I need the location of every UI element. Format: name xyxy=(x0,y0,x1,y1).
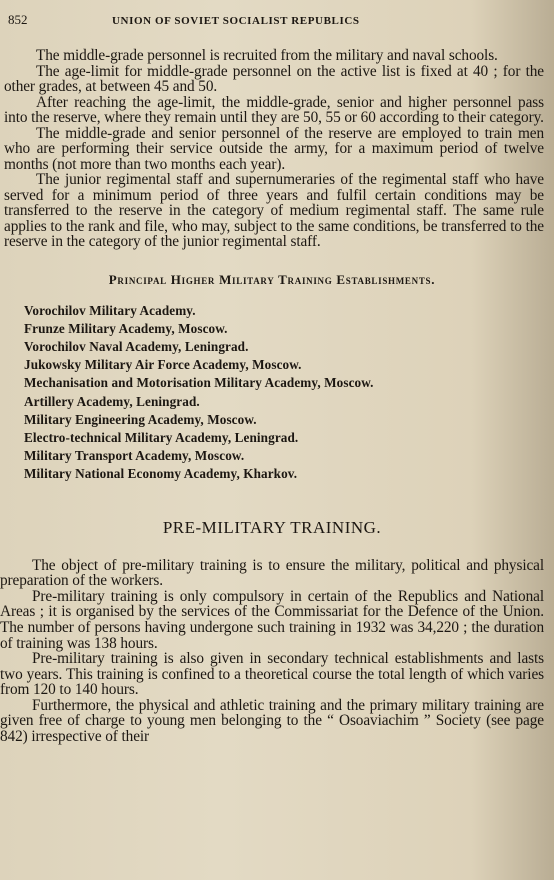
paragraph: After reaching the age-limit, the middle-grade, senior and higher personnel pass into the reserve, where they remain until they are 50, 55 or 60 according to their category. xyxy=(4,93,544,126)
academies-list xyxy=(0,302,544,484)
establishments-heading: Principal Higher Military Training Establishments. xyxy=(108,271,436,287)
list-item: Vorochilov Naval Academy, Leningrad. xyxy=(24,338,249,354)
list-item: Vorochilov Military Academy. xyxy=(24,302,196,318)
page-number: 852 xyxy=(8,12,28,27)
paragraph: The object of pre-military training is to ensure the military, political and physical preparation of the workers. xyxy=(0,556,544,590)
list-item: Military Transport Academy, Moscow. xyxy=(24,448,245,464)
paragraph: The junior regimental staff and supernumeraries of the regimental staff who have served for a minimum period of three years and fulfil certain conditions may be transferred to the reserve in the category of medium regimental staff. The same rule applies to the rank and file, who may, subject to the same conditions, be transferred to the reserve in the category of the junior regimental staff. xyxy=(4,171,544,250)
list-item: Mechanisation and Motorisation Military Academy, Moscow. xyxy=(24,375,374,391)
body-text xyxy=(0,48,544,745)
pre-military-heading: PRE-MILITARY TRAINING. xyxy=(162,517,382,537)
paragraph: Furthermore, the physical and athletic training and the primary military training are given free of charge to young men belonging to the “ Osoaviachim ” Society (see page 842) irrespective of their xyxy=(0,696,544,746)
running-title: UNION OF SOVIET SOCIALIST REPUBLICS xyxy=(112,15,360,27)
running-head xyxy=(0,12,544,34)
list-item: Frunze Military Academy, Moscow. xyxy=(24,320,228,336)
list-item: Military Engineering Academy, Moscow. xyxy=(24,411,257,427)
list-item: Artillery Academy, Leningrad. xyxy=(24,393,200,409)
paragraph: Pre-military training is also given in secondary technical establishments and lasts two years. This training is confined to a theoretical course the total length of which varies from 120 to 140 hours. xyxy=(0,650,544,699)
list-item: Jukowsky Military Air Force Academy, Moscow. xyxy=(24,357,302,373)
paragraph: The middle-grade and senior personnel of the reserve are employed to train men who are performing their service outside the army, for a maximum period of twelve months (not more than two months each year). xyxy=(4,124,544,173)
list-item: Military National Economy Academy, Kharkov. xyxy=(24,466,298,482)
paragraph: The middle-grade personnel is recruited from the military and naval schools. xyxy=(36,47,498,64)
paragraph: Pre-military training is only compulsory in certain of the Republics and National Areas ; it is organised by the services of the Commissariat for the Defence of the Union. The number of persons having undergone such training in 1932 was 34,220 ; the duration of training was 138 hours. xyxy=(0,587,544,652)
paragraph: The age-limit for middle-grade personnel on the active list is fixed at 40 ; for the other grades, at between 45 and 50. xyxy=(4,62,544,95)
list-item: Electro-technical Military Academy, Leningrad. xyxy=(24,429,299,445)
